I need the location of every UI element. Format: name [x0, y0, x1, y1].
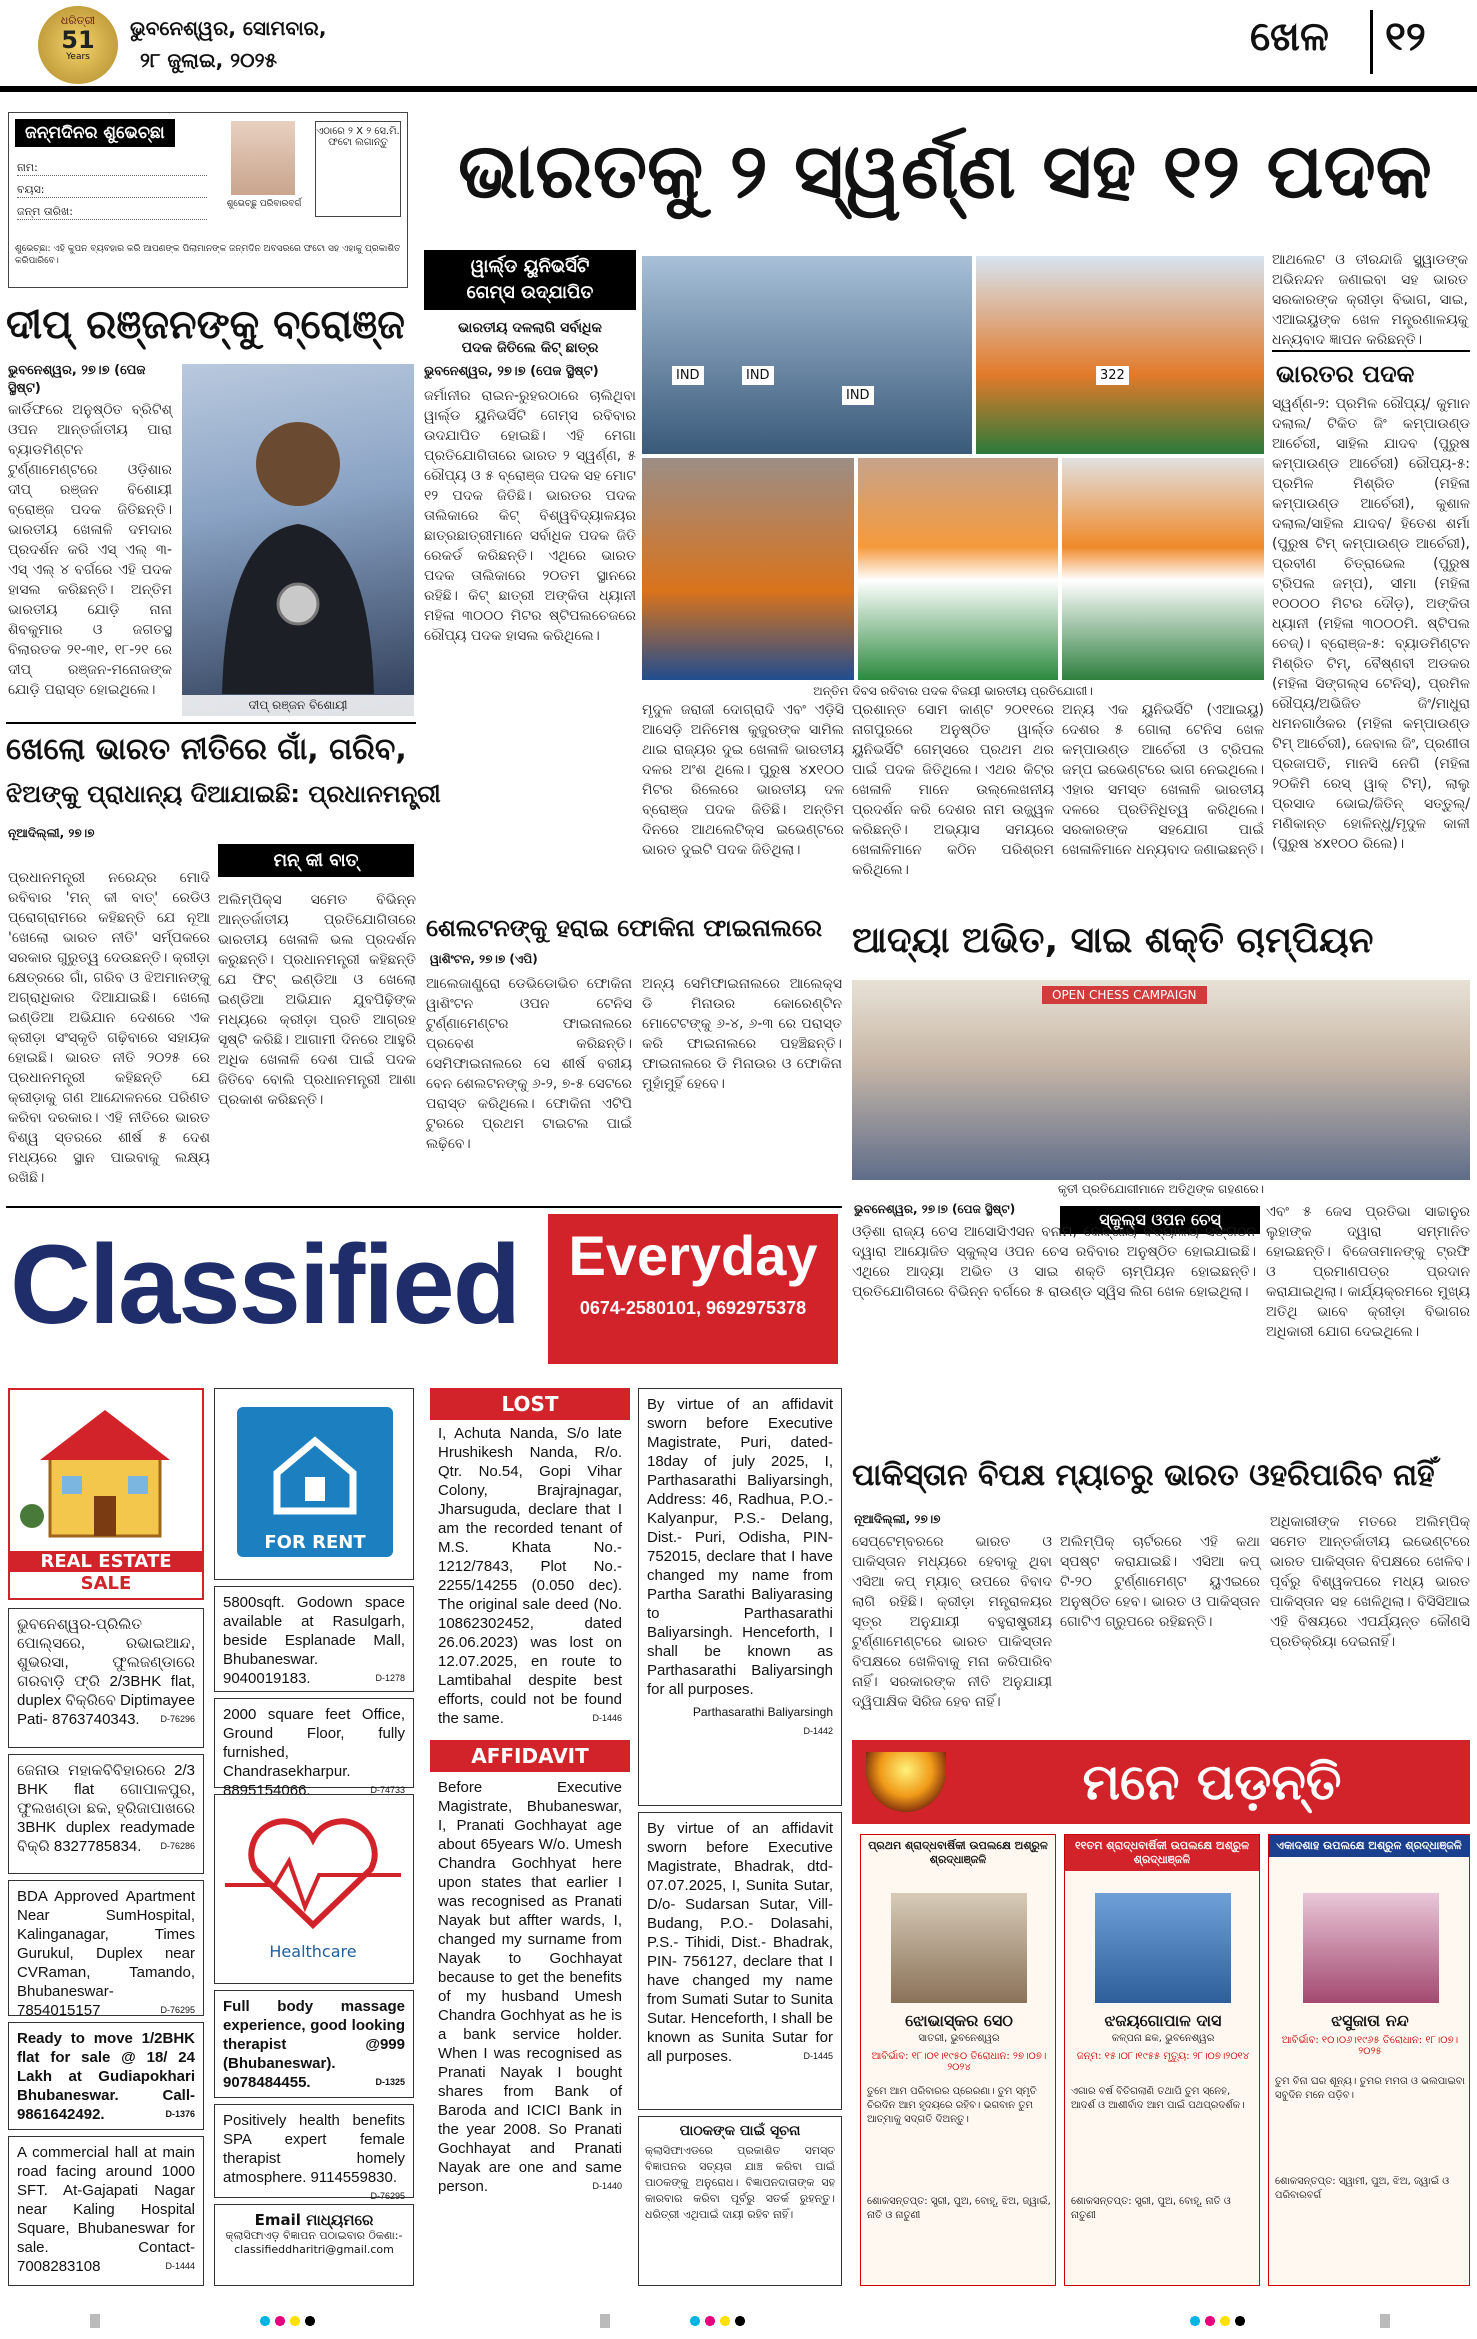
classified-ad-8-text: Full body massage experience, good looking therapist @999 (Bhubaneswar). 9078484455.	[223, 1998, 405, 2091]
memorial-2-body: ଏଗାର ବର୍ଷ ବିତିଗଲାଣି ତଥାପି ତୁମ ସ୍ନେହ, ଆଦର୍ଶ ଓ ଆଶୀର୍ବାଦ ଆମ ପାଇଁ ପଥପ୍ରଦର୍ଶକ।	[1071, 2086, 1245, 2111]
affidavit-notice-2	[638, 1388, 842, 1806]
classified-ad-6-text: 5800sqft. Godown space available at Rasulgarh, beside Esplanade Mall, Bhubaneswar. 9040019183.	[223, 1594, 405, 1687]
middle-column-1: ମୃଦୁଳ ଜରାଜୀ ଦୋଗ୍ରାଦି ଏବଂ ଏଡ଼ିସି ଆସେଡ଼ି ଅନିମେଷ କୁଜୁରଙ୍କ ସାମିଲ ଥାଇ ରାଜ୍ୟର ଦୁଇ ଖେଳାଳି ଭାରତୀୟ ଦଳର ଅଂଶ ଥିଲେ। ପୁରୁଷ ୪x୧୦୦ ମିଟର ରିଲେରେ ଭାରତୀୟ ଦଳ ବ୍ରୋଞ୍ଜ ପଦକ ଜିତିଛି। ଅନ୍ତିମ ଦିନରେ ଆଥଲେଟିକ୍ସ ଇଭେଣ୍ଟରେ ଭାରତ ଦୁଇଟି ପଦକ ଜିତିଥିଲା।	[642, 702, 844, 858]
world-univ-deck	[424, 318, 636, 358]
classified-ad-5-code: D-1444	[165, 2261, 195, 2271]
memorial-2-heading: ୧୧ତମ ଶ୍ରାଦ୍ଧବାର୍ଷିକୀ ଉପଲକ୍ଷେ ଅଶ୍ରୁଳ ଶ୍ରଦ୍ଧାଞ୍ଜଳି	[1065, 1835, 1259, 1871]
world-univ-deck-1: ଭାରତୀୟ ଦଳଲାଗି ସର୍ବାଧିକ	[458, 320, 602, 336]
birthday-photo-slot: ଏଠାରେ ୨ X ୨ ସେ.ମି. ଫଟୋ ଲଗାନ୍ତୁ	[315, 121, 401, 217]
classified-ad-2-text: ଜେନାଉ ମହାକବିବିହାରରେ 2/3 BHK flat ଗୋପାଳପୁର, ଫୁଲଖଣ୍ଡା ଛକ, ହ୍ରିଜାପାଖରେ 3BHK duplex readymade ବିକ୍ରି 8327785834.	[17, 1762, 195, 1855]
classified-everyday-box	[548, 1214, 838, 1364]
badge-top: ଧରିତ୍ରୀ	[60, 14, 96, 27]
middle-column-2: ପ୍ରଶାନ୍ତ ସୋମ କାଣ୍ଟ ୨୦୧୧ରେ ନାଗପୁରରେ ଅନୁଷ୍ଠିତ ୱାର୍ଲ୍ଡ ୟୁନିଭର୍ସିଟି ଗେମ୍ସରେ ପ୍ରଥମ ଥର ପାଇଁ ପଦକ ଜିତିଥିଲେ। ଏଥର କିଟ୍ର ଖେଳାଳି ମାନେ ଉଲ୍ଲେଖନୀୟ ପ୍ରଦର୍ଶନ କରି ଦେଶର ନାମ ଉଜ୍ଜ୍ୱଳ କରିଛନ୍ତି। ଅଭ୍ୟାସ ସମୟରେ ଖେଳାଳିମାନେ କଠିନ ପରିଶ୍ରମ କରିଥିଲେ।	[852, 702, 1054, 878]
chess-banner: OPEN CHESS CAMPAIGN	[1042, 986, 1207, 1004]
memorial-3-family: ଶୋକସନ୍ତପ୍ତ: ସ୍ୱାମୀ, ପୁଅ, ଝିଅ, ଜ୍ୱାଇଁ ଓ ପରିବାରବର୍ଗ	[1275, 2176, 1450, 2201]
chess-headline: ଆଦ୍ୟା ଅଭିତ, ସାଇ ଶକ୍ତି ଚାମ୍ପିୟନ	[852, 920, 1374, 961]
lost-notice-text: I, Achuta Nanda, S/o late Hrushikesh Nanda, R/o. Qtr. No.54, Gopi Vihar Colony, Brajrajnagar, Jharsuguda, declare that I am the recorded tenant of M.S. Khata No.- 1212/7843, Plot No.- 2255/14255 (0.050 dec). The original sale deed (No. 10862302452, dated 26.06.2023) was lost on 12.07.2025, en route to Lamtibahal despite best efforts, could not be found the same.	[438, 1425, 622, 1727]
classified-ad-8-code: D-1325	[375, 2077, 405, 2087]
masthead-rule	[0, 86, 1477, 92]
email-subtitle: କ୍ଲାସିଫାଏଡ଼ ବିଜ୍ଞାପନ ପଠାଇବାର ଠିକଣା:-	[225, 2229, 403, 2242]
main-headline: ଭାରତକୁ ୨ ସ୍ୱର୍ଣ୍ଣ ସହ ୧୨ ପଦକ	[458, 126, 1432, 215]
healthcare-label: Healthcare	[269, 1942, 357, 1961]
classified-ad-1-code: D-76296	[160, 1714, 195, 1724]
india-medals-title: ଭାରତର ପଦକ	[1276, 360, 1415, 388]
masthead	[0, 0, 1477, 88]
shelton-body: ଆଲେଜାଣ୍ଡ୍ରୋ ଡେଭିଡୋଭିଚ ଫୋକିନା ୱାଶିଂଟନ ଓପନ ଟେନିସ ଟୁର୍ଣ୍ଣାମେଣ୍ଟର ଫାଇନାଲରେ ପ୍ରବେଶ କରିଛନ୍ତି। ସେମିଫାଇନାଲରେ ସେ ଶୀର୍ଷ ବରୀୟ ବେନ ଶେଲଟନଙ୍କୁ ୬-୨, ୭-୫ ସେଟରେ ପରାସ୍ତ କରିଥିଲେ। ଫୋକିନା ଏଟିପି ଟୁରରେ ପ୍ରଥମ ଟାଇଟଲ ପାଇଁ ଲଢ଼ିବେ।	[426, 976, 632, 1152]
sale-label: SALE	[80, 1573, 132, 1594]
affidavit-notice-3-code: D-1445	[803, 2051, 833, 2061]
world-univ-dateline: ଭୁବନେଶ୍ୱର, ୨୭।୭ (ପେଜ ସ୍ଥିଷ୍ଟ)	[424, 364, 599, 379]
memorial-card-1	[860, 1834, 1056, 2286]
masthead-divider	[1370, 10, 1373, 74]
birthday-field-name: ନାମ:	[17, 161, 207, 176]
affidavit-notice-2-text: By virtue of an affidavit sworn before Executive Magistrate, Puri, dated- 18day of july 2025, I, Parthasarathi Baliyarsingh, Address: 46, Radhua, P.O.- Kalyanpur, P.S.- Delang, Dist.- Puri, Odisha, PIN- 752015, declare that I have changed my name from Partha Sarathi Baliyarasing to Parthasarathi Baliyarsingh. Henceforth, I shall be known as Parthasarathi Baliyarsingh for all purposes.	[647, 1396, 833, 1698]
india-medals-box	[1272, 350, 1470, 898]
memorial-2-place: କଳ୍ପନା ଛକ, ଭୁବନେଶ୍ୱର	[1111, 2033, 1215, 2044]
memorial-1-photo	[891, 1893, 1027, 2003]
real-estate-label: REAL ESTATE	[10, 1551, 202, 1572]
birthday-coupon	[8, 112, 408, 288]
classified-top-rule	[6, 1206, 842, 1208]
page-number: ୧୨	[1385, 14, 1426, 60]
middle-column-3: ଅନ୍ୟ ଏକ ୟୁନିଭର୍ସିଟି (ଏଆଇୟୁ) ଦେଶର ୫ ଗୋଲା ଟେନିସ ଖେଳ କମ୍ପାଉଣ୍ଡ ଆର୍ଚେରୀ ଓ ଟ୍ରିପଲ ଜମ୍ପ ଇଭେଣ୍ଟରେ ଭାଗ ନେଇଥିଲେ। ଏହାର ସମସ୍ତ ଖେଳାଳି ଭାରତୀୟ ଦଳରେ ପ୍ରତିନିଧିତ୍ୱ କରିଥିଲେ। ସରକାରଙ୍କ ସହଯୋଗ ପାଇଁ ଖେଳାଳିମାନେ ଧନ୍ୟବାଦ ଜଣାଇଛନ୍ତି।	[1062, 702, 1264, 858]
bib-3: IND	[842, 386, 874, 405]
memorial-1-body: ତୁମେ ଆମ ପରିବାରର ପ୍ରେରଣା। ତୁମ ସ୍ମୃତି ଚିରଦିନ ଆମ ହୃଦୟରେ ରହିବ। ଭଗବାନ ତୁମ ଆତ୍ମାକୁ ସଦ୍‌ଗତି ଦିଅନ୍ତୁ।	[867, 2086, 1037, 2125]
world-univ-kicker-1: ୱାର୍ଲ୍ଡ ୟୁନିଭର୍ସିଟି	[470, 256, 590, 277]
pakistan-body-3: ଅଧିକାରୀଙ୍କ ମତରେ ଅଲିମ୍ପିକ୍ ସମେତ ଆନ୍ତର୍ଜାତୀୟ ଇଭେଣ୍ଟରେ ଭାରତ ପାକିସ୍ତାନ ବିପକ୍ଷରେ ଖେଳିବ। ପୂର୍ବରୁ ବିଶ୍ୱକପରେ ମଧ୍ୟ ଭାରତ ପାକିସ୍ତାନ ସହ ଖେଳିଥିଲା। ବିସିସିଆଇ ଏହି ବିଷୟରେ ଏପର୍ଯ୍ୟନ୍ତ କୌଣସି ପ୍ରତିକ୍ରିୟା ଦେଇନାହିଁ।	[1270, 1514, 1470, 1650]
chess-dateline: ଭୁବନେଶ୍ୱର, ୨୭।୭ (ପେଜ ସ୍ଥିଷ୍ଟ)	[854, 1202, 1016, 1216]
anniversary-badge	[38, 6, 118, 84]
reg-mark-center	[600, 2314, 610, 2328]
bib-4: 322	[1096, 366, 1129, 385]
player-silhouette	[182, 364, 414, 694]
memorial-1-place: ସାତରୀ, ଭୁବନେଶ୍ୱର	[918, 2033, 1000, 2044]
affidavit-notice-1-text: Before Executive Magistrate, Bhubaneswar, I, Pranati Gochhayat age about 65years W/o. Umesh Chandra Gochhyat here upon states that earlier I was recognised as Pranati Nayak but affter wards, I, changed my surname from Nayak to Gochhayat because to get the benefits of my husband Umesh Chandra Gochhyat as he is a bank service holder. When I was recognised as Pranati Nayak I bought shares from Bank of Baroda and ICICI Bank in the year 2008. So Pranati Gochhayat and Pranati Nayak are one and same person.	[438, 1779, 622, 2195]
shelton-headline: ଶେଲଟନଙ୍କୁ ହରାଇ ଫୋକିନା ଫାଇନାଲରେ	[426, 914, 823, 942]
rule-deep-bottom	[6, 722, 416, 724]
deep-photo	[182, 364, 414, 716]
classified-ad-4-code: D-1376	[165, 2109, 195, 2119]
heart-pulse-icon	[215, 1805, 411, 1945]
classified-ad-8	[214, 1990, 414, 2098]
classified-ad-1	[8, 1608, 204, 1748]
memorial-3-photo	[1303, 1893, 1439, 2003]
athlete-photo-3	[1062, 458, 1264, 680]
memorial-2-family: ଶୋକସନ୍ତପ୍ତ: ସ୍ତ୍ରୀ, ପୁଅ, ବୋହୂ, ନାତି ଓ ନାତୁଣୀ	[1071, 2196, 1231, 2221]
classified-ad-9	[214, 2104, 414, 2201]
pm-body-2: ଅଲିମ୍ପିକ୍ସ ସମେତ ବିଭିନ୍ନ ଆନ୍ତର୍ଜାତୀୟ ପ୍ରତିଯୋଗିତାରେ ଭାରତୀୟ ଖେଳାଳି ଭଲ ପ୍ରଦର୍ଶନ କରୁଛନ୍ତି। ପ୍ରଧାନମନ୍ତ୍ରୀ କହିଛନ୍ତି ଯେ ଫିଟ୍ ଇଣ୍ଡିଆ ଓ ଖେଲୋ ଇଣ୍ଡିଆ ଅଭିଯାନ ଯୁବପିଢ଼ିଙ୍କ ମଧ୍ୟରେ କ୍ରୀଡ଼ା ପ୍ରତି ଆଗ୍ରହ ସୃଷ୍ଟି କରିଛି। ଆଗାମୀ ଦିନରେ ଆହୁରି ଅଧିକ ଖେଳାଳି ଦେଶ ପାଇଁ ପଦକ ଜିତିବେ ବୋଲି ପ୍ରଧାନମନ୍ତ୍ରୀ ଆଶା ପ୍ରକାଶ କରିଛନ୍ତି।	[218, 892, 416, 1108]
color-dots-1	[260, 2316, 320, 2326]
classified-ad-9-text: Positively health benefits SPA expert female therapist homely atmosphere. 9114559830.	[223, 2112, 405, 2186]
classified-ad-3	[8, 1880, 204, 2019]
birthday-sample-photo	[231, 121, 295, 195]
for-rent-label: FOR RENT	[264, 1532, 366, 1553]
classified-ad-6-code: D-1278	[375, 1673, 405, 1683]
classified-ad-4-text: Ready to move 1/2BHK flat for sale @ 18/ 24 Lakh at Gudiapokhari Bhubaneswar. Call-9861642492.	[17, 2030, 195, 2123]
pm-body: ପ୍ରଧାନମନ୍ତ୍ରୀ ନରେନ୍ଦ୍ର ମୋଦି ରବିବାର 'ମନ୍ କୀ ବାତ୍' ରେଡିଓ ପ୍ରୋଗ୍ରାମରେ କହିଛନ୍ତି ଯେ ନୂଆ 'ଖେଲୋ ଭାରତ ନୀତି' ସର୍ମ୍ପକରେ ସରକାର ଗୁରୁତ୍ୱ ଦେଉଛନ୍ତି। କ୍ରୀଡ଼ା କ୍ଷେତ୍ରରେ ଗାଁ, ଗରିବ ଓ ଝିଅମାନଙ୍କୁ ଅଗ୍ରାଧିକାର ଦିଆଯାଇଛି। ଖେଲୋ ଇଣ୍ଡିଆ ଅଭିଯାନ ଦେଶରେ ଏକ କ୍ରୀଡ଼ା ସଂସ୍କୃତି ଗଢ଼ିବାରେ ସହାୟକ ହୋଇଛି। ଭାରତ ନୀତି ୨୦୨୫ ରେ ପ୍ରଧାନମନ୍ତ୍ରୀ କହିଛନ୍ତି ଯେ କ୍ରୀଡ଼ାକୁ ଗଣ ଆନ୍ଦୋଳନରେ ପରିଣତ କରିବା ଦରକାର। ଏହି ନୀତିରେ ଭାରତ ବିଶ୍ୱ ସ୍ତରରେ ଶୀର୍ଷ ୫ ଦେଶ ମଧ୍ୟରେ ସ୍ଥାନ ପାଇବାକୁ ଲକ୍ଷ୍ୟ ରଖିଛି।	[8, 870, 210, 1186]
memorial-banner	[852, 1740, 1470, 1824]
memorial-1-heading: ପ୍ରଥମ ଶ୍ରାଦ୍ଧବାର୍ଷିକୀ ଉପଲକ୍ଷେ ଅଶ୍ରୁଳ ଶ୍ରଦ୍ଧାଞ୍ଜଳି	[868, 1839, 1048, 1866]
deep-photo-caption: ଦୀପ୍ ରଞ୍ଜନ ବିଶୋୟୀ	[182, 695, 414, 716]
pakistan-dateline: ନୂଆଦିଲ୍ଲୀ, ୨୭।୭	[854, 1512, 941, 1526]
badge-number: 51	[61, 26, 95, 54]
world-univ-body: ଜର୍ମାନୀର ରାଇନ-ରୁହରଠାରେ ଚାଲିଥିବା ୱାର୍ଲ୍ଡ ୟୁନିଭର୍ସିଟି ଗେମ୍ସ ରବିବାର ଉଦଯାପିତ ହୋଇଛି। ଏହି ମେଗା ପ୍ରତିଯୋଗିତାରେ ଭାରତ ୨ ସ୍ୱର୍ଣ୍ଣ, ୫ ରୌପ୍ୟ ଓ ୫ ବ୍ରୋଞ୍ଜ ପଦକ ସହ ମୋଟ ୧୨ ପଦକ ଜିତିଛି। ଭାରତର ପଦକ ତାଲିକାରେ କିଟ୍ ବିଶ୍ୱବିଦ୍ୟାଳୟର ଛାତ୍ରଛାତ୍ରୀମାନେ ସର୍ବାଧିକ ପଦକ ଜିତି ରେକର୍ଡ କରିଛନ୍ତି। ଏଥିରେ ଭାରତ ପଦକ ତାଲିକାରେ ୨୦ତମ ସ୍ଥାନରେ ରହିଛି। କିଟ୍ ଛାତ୍ରୀ ଅଙ୍କିତା ଧ୍ୟାନୀ ମହିଳା ୩୦୦୦ ମିଟର ଷ୍ଟିପଲଚେଜରେ ରୌପ୍ୟ ପଦକ ହାସଲ କରିଥିଲେ।	[424, 388, 636, 644]
chess-kicker: ସ୍କୁଲ୍ସ ଓପନ ଚେସ୍	[1060, 1206, 1260, 1234]
relay-team-photo	[642, 256, 972, 454]
birthday-note: ଶୁଭେଚ୍ଛା: ଏହି କୁପନ ବ୍ୟବହାର କରି ଆପଣଙ୍କ ପିଲାମାନଙ୍କ ଜନ୍ମଦିନ ଅବସରରେ ଫଟୋ ସହ ଏହାକୁ ପ୍ରକାଶିତ କରିପାରିବେ।	[15, 244, 401, 266]
memorial-2-dates: ଜନ୍ମ: ୧୫।୦୮।୧୯୫୫ ମୃତ୍ୟୁ: ୨୮।୦୭।୨୦୧୪	[1076, 2051, 1250, 2062]
affidavit-notice-3	[638, 1812, 842, 2110]
classified-ad-1-text: ଭୁବନେଶ୍ୱର-ପ୍ରିଲିତ ପୋଲ୍ସରେ, ରଭାଇଆନ୍ଦ, ଶୁଭରସା, ଫୁଲଜଣ୍ଡାରେ ଗରବାଡ଼ି ଫ୍ରି 2/3BHK flat, duplex ବିକ୍ରିବେ Diptimayee Pati- 8763740343.	[17, 1616, 195, 1728]
real-estate-ad-art	[8, 1388, 204, 1600]
bib-1: IND	[672, 366, 704, 385]
email-title: Email ମାଧ୍ୟମରେ	[254, 2211, 374, 2229]
email-address[interactable]: classifieddharitri@gmail.com	[234, 2243, 394, 2256]
birthday-field-age: ବୟସ:	[17, 183, 207, 198]
classified-ad-7-text: 2000 square feet Office, Ground Floor, fully furnished, Chandrasekharpur. 8895154066.	[223, 1706, 405, 1799]
deep-dateline: ଭୁବନେଶ୍ୱର, ୨୭।୭ (ପେଜ ସ୍ଥିଷ୍ଟ)	[8, 363, 146, 396]
affidavit-notice-2-code: D-1442	[803, 1726, 833, 1736]
classified-ad-7	[214, 1698, 414, 1799]
house-icon	[10, 1396, 202, 1546]
for-rent-sign	[237, 1407, 393, 1557]
india-medals-body: ସ୍ୱର୍ଣ୍ଣ-୨: ପ୍ରମିଳ ରୌପ୍ୟ/ କୁମାନ ଦଲାଲ/ ଟିକିତ ଜିଂ କମ୍ପାଉଣ୍ଡ ଆର୍ଚେରୀ, ସାହିଲ ଯାଦବ (ପୁରୁଷ କମ୍ପାଉଣ୍ଡ ଆର୍ଚେରୀ) ରୌପ୍ୟ-୫: ପ୍ରମିଳ ମିଶ୍ରିତ (ମହିଳା କମ୍ପାଉଣ୍ଡ ଆର୍ଚେରୀ), କୁଶାଳ ଦଲାଲ/ସାହିଲ ଯାଦବ/ ହିତେଶ ଶର୍ମା (ପୁରୁଷ ଟିମ୍ କମ୍ପାଉଣ୍ଡ ଆର୍ଚେରୀ), ପ୍ରବୀଣ ଚିତ୍ରାଭେଲ (ପୁରୁଷ ଟ୍ରିପଲ ଜମ୍ପ), ସୀମା (ମହିଳା ୧୦୦୦୦ ମିଟର ଦୌଡ଼), ଅଙ୍କିତା ଧ୍ୟାନୀ (ମହିଳା ୩୦୦୦ମି. ଷ୍ଟିପଲ ଚେଜ୍)। ବ୍ରୋଞ୍ଜ-୫: ବ୍ୟାଡମିଣ୍ଟନ ମିଶ୍ରିତ ଟିମ୍, ବୈଷ୍ଣବୀ ଅଡକର (ମହିଳା ସିଙ୍ଗଲ୍ସ ଟେନିସ୍), ପ୍ରମିଳ ରୌପ୍ୟ/ଅଭିଜିତ ଜିଂ/ମାଧୁରା ଧମନଗାଓଁକର (ମହିଳା କମ୍ପାଉଣ୍ଡ ଟିମ୍ ଆର୍ଚେରୀ), ଜେବାଲ ଜିଂ, ପ୍ରଣୀତା ପ୍ରଜାପତି, ମାନସି ନେଗି (ମହିଳା ୨୦କିମି ରେସ୍ ୱାକ୍ ଟିମ୍), ଲାଲୁ ପ୍ରସାଦ ଭୋଇ/ଜିତିନ୍ ସତ୍ତୁଲ୍/ ମଣିକାନ୍ତ ହୋଳିନ୍ଧୁ/ମୃଦୁଳ କାଳୀ (ପୁରୁଷ ୪x୧୦୦ ରିଲେ)।	[1272, 396, 1470, 852]
birthday-sender: ଶୁଭେଚ୍ଛୁ ପରିବାରବର୍ଗ	[226, 199, 302, 209]
memorial-3-dates: ଆବିର୍ଭାବ: ୧୦।୦୬।୧୯୬୫ ତିରୋଧାନ: ୧୮।୦୭।୨୦୨୫	[1281, 2035, 1459, 2057]
classified-ad-2-code: D-76286	[160, 1841, 195, 1851]
memorial-card-2	[1064, 1834, 1260, 2286]
reg-mark-right	[1380, 2314, 1390, 2328]
badge-sub: Years	[66, 52, 90, 62]
lamp-icon	[866, 1752, 946, 1812]
chess-body-2: ଏବଂ ୫ ଜେସ ପ୍ରତିଭା ସାଚ୍ଚାନୁର ଲୁହାଙ୍କ ଦ୍ୱାରା ସମ୍ମାନିତ ହୋଇଛନ୍ତି। ବିଜେତାମାନଙ୍କୁ ଟ୍ରଫି ଓ ପ୍ରମାଣପତ୍ର ପ୍ରଦାନ କରାଯାଇଥିଲା। କାର୍ଯ୍ୟକ୍ରମରେ ମୁଖ୍ୟ ଅତିଥି ଭାବେ କ୍ରୀଡ଼ା ବିଭାଗର ଅଧିକାରୀ ଯୋଗ ଦେଇଥିଲେ।	[1266, 1204, 1470, 1340]
world-univ-deck-2: ପଦକ ଜିତିଲେ କିଟ୍ ଛାତ୍ର	[461, 340, 599, 356]
world-univ-kicker-2: ଗେମ୍ସ ଉଦ୍ଯାପିତ	[466, 282, 594, 303]
reader-notice-text: କ୍ଲାସିଫାଏଡରେ ପ୍ରକାଶିତ ସମସ୍ତ ବିଜ୍ଞାପନର ସତ୍ୟତା ଯାଞ୍ଚ କରିବା ପାଇଁ ପାଠକଙ୍କୁ ଅନୁରୋଧ। ବିଜ୍ଞାପନଦାତାଙ୍କ ସହ କାରବାର କରିବା ପୂର୍ବରୁ ସତର୍କ ରୁହନ୍ତୁ। ଧରିତ୍ରୀ ଏଥିପାଇଁ ଦାୟୀ ରହିବ ନାହିଁ।	[645, 2144, 835, 2221]
pakistan-body-2: ଅଲିମ୍ପିକ୍ ଚାର୍ଟରରେ ଏହି କଥା ସ୍ପଷ୍ଟ କରାଯାଇଛି। ଏସିଆ କପ୍ ଟି-୨୦ ଟୁର୍ଣ୍ଣାମେଣ୍ଟ ୟୁଏଇରେ ଅନୁଷ୍ଠିତ ହେବ। ଭାରତ ଓ ପାକିସ୍ତାନ ଗୋଟିଏ ଗ୍ରୁପରେ ରହିଛନ୍ତି।	[1060, 1534, 1260, 1630]
classified-ad-6	[214, 1586, 414, 1692]
section-name: ଖେଳ	[1250, 14, 1329, 60]
reg-mark-left	[90, 2314, 100, 2328]
affidavit-header: AFFIDAVIT	[430, 1740, 630, 1772]
chess-body: ଓଡ଼ିଶା ରାଜ୍ୟ ଚେସ ଆସୋସିଏସନ ବନାମ, କେନ୍ଦ୍ରୀୟ ବିଦ୍ୟାଳୟ ସଙ୍ଗଠନ ଦ୍ୱାରା ଆୟୋଜିତ ସ୍କୁଲ୍ସ ଓପନ ଚେସ ରବିବାର ଅନୁଷ୍ଠିତ ହୋଇଯାଇଛି। ଏଥିରେ ଆଦ୍ୟା ଅଭିତ ଓ ସାଇ ଶକ୍ତି ଚାମ୍ପିୟନ ହୋଇଛନ୍ତି। ପ୍ରତିଯୋଗିତାରେ ବିଭିନ୍ନ ବର୍ଗରେ ୫ ରାଉଣ୍ଡ ସ୍ୱିସ ଲିଗ ଖେଳ ହୋଇଥିଲା।	[852, 1224, 1256, 1300]
deep-body: କାର୍ଡିଫରେ ଅନୁଷ୍ଠିତ ବ୍ରିଟିଶ୍ ଓପନ ଆନ୍ତର୍ଜାତୀୟ ପାରା ବ୍ୟାଡମିଣ୍ଟନ ଟୁର୍ଣ୍ଣାମେଣ୍ଟରେ ଓଡ଼ିଶାର ଦୀପ୍ ରଞ୍ଜନ ବିଶୋୟୀ ବ୍ରୋଞ୍ଜ ପଦକ ଜିତିଛନ୍ତି। ଭାରତୀୟ ଖେଳାଳି ଦମଦାର ପ୍ରଦର୍ଶନ କରି ଏସ୍ ଏଲ୍ ୩-ଏସ୍ ଏଲ୍ ୪ ବର୍ଗରେ ଏହି ପଦକ ହାସଲ କରିଛନ୍ତି। ଅନ୍ତିମ ଭାରତୀୟ ଯୋଡ଼ି ନାନା ଶିବକୁମାର ଓ ଜଗତସ୍ଥ ବିଲାରତକ ୨୧-୩୧, ୧୮-୨୧ ରେ ଦୀପ୍ ରଞ୍ଜନ-ମନୋଜଙ୍କ ଯୋଡ଼ି ପରାସ୍ତ ହୋଇଥିଲେ।	[8, 402, 172, 698]
classified-ad-3-text: BDA Approved Apartment Near SumHospital, Kalinganagar, Times Gurukul, Duplex near CVRaman, Tamando, Bhubaneswar-7854015157	[17, 1888, 195, 2019]
chess-group-photo	[852, 980, 1470, 1180]
bib-2: IND	[742, 366, 774, 385]
medal-photo-collage	[642, 256, 1264, 710]
affidavit-notice-2-sign: Parthasarathi Baliyarsingh	[692, 1705, 833, 1719]
print-registration-marks	[0, 2306, 1477, 2336]
shelton-body-2: ଅନ୍ୟ ସେମିଫାଇନାଲରେ ଆଲେକ୍ସ ଡି ମିନାଉର କୋରେଣ୍ଟିନ ମୋଟେଟଙ୍କୁ ୬-୪, ୬-୩ ରେ ପରାସ୍ତ କରି ଫାଇନାଲରେ ପହଞ୍ଚିଛନ୍ତି। ଫାଇନାଲରେ ଡି ମିନାଉର ଓ ଫୋକିନା ମୁହାଁମୁହିଁ ହେବେ।	[642, 976, 842, 1092]
memorial-3-heading: ଏକାଦଶାହ ଉପଲକ୍ଷେ ଅଶ୍ରୁଳ ଶ୍ରଦ୍ଧାଞ୍ଜଳି	[1269, 1835, 1469, 1857]
deep-headline: ଦୀପ୍ ରଞ୍ଜନଙ୍କୁ ବ୍ରୋଞ୍ଜ	[6, 302, 405, 348]
pm-headline-2: ଝିଅଙ୍କୁ ପ୍ରାଧାନ୍ୟ ଦିଆଯାଇଛି: ପ୍ରଧାନମନ୍ତ୍ରୀ	[6, 780, 441, 808]
lost-notice	[430, 1418, 630, 1732]
lost-notice-code: D-1446	[592, 1713, 622, 1723]
classified-ad-7-code: D-74733	[370, 1785, 405, 1795]
memorial-1-dates: ଆବିର୍ଭାବ: ୧୮।୦୧।୧୯୫୦ ତିରୋଧାନ: ୨୭।୦୭।୨୦୨୪	[871, 2051, 1047, 2073]
medals-intro: ଆଥଲେଟ ଓ ତୀରନ୍ଦାଜି ସ୍କ୍ୱାଡଙ୍କ ଅଭିନନ୍ଦନ ଜଣାଇବା ସହ ଭାରତ ସରକାରଙ୍କ କ୍ରୀଡ଼ା ବିଭାଗ, ସାଇ, ଏଆଇୟୁଙ୍କ ଖେଳ ମନ୍ତ୍ରଣାଳୟକୁ ଧନ୍ୟବାଦ ଜ୍ଞାପନ କରିଛନ୍ତି।	[1272, 252, 1468, 348]
dateline-line-1: ଭୁବନେଶ୍ୱର, ସୋମବାର,	[130, 16, 327, 40]
classified-phones: 0674-2580101, 9692975378	[579, 1298, 807, 1318]
collage-caption: ଅନ୍ତିମ ଦିବସ ରବିବାର ପଦକ ବିଜୟୀ ଭାରତୀୟ ପ୍ରତିଯୋଗୀ।	[813, 684, 1093, 698]
memorial-banner-title: ମନେ ପଡ଼ନ୍ତି	[1082, 1753, 1342, 1811]
memorial-2-name: ଝଜୟଗୋପାଳ ଦାସ	[1104, 2011, 1222, 2030]
affidavit-notice-1-code: D-1440	[592, 2181, 622, 2191]
pm-kicker: ମନ୍ କୀ ବାତ୍	[218, 844, 414, 877]
classified-ad-2	[8, 1754, 204, 1874]
reader-notice	[638, 2116, 842, 2286]
email-info-box	[214, 2204, 414, 2286]
memorial-1-name: ଝୋଭାସ୍କର ସେଠ	[905, 2011, 1013, 2030]
pm-headline-1: ଖେଲୋ ଭାରତ ନୀତିରେ ଗାଁ, ଗରିବ,	[6, 732, 407, 767]
birthday-field-dob: ଜନ୍ମ ତାରିଖ:	[17, 205, 207, 220]
lost-header: LOST	[430, 1388, 630, 1420]
memorial-2-photo	[1095, 1893, 1231, 2003]
for-rent-ad-art	[214, 1388, 414, 1580]
memorial-3-body: ତୁମ ବିନା ଘର ଶୂନ୍ୟ। ତୁମର ମମତା ଓ ଭଲପାଇବା ସବୁଦିନ ମନେ ପଡ଼ିବ।	[1275, 2076, 1465, 2101]
memorial-card-3	[1268, 1834, 1470, 2286]
dateline-line-2: ୨୮ ଜୁଲାଇ, ୨୦୨୫	[140, 48, 278, 72]
memorial-1-family: ଶୋକସନ୍ତପ୍ତ: ସ୍ତ୍ରୀ, ପୁଅ, ବୋହୂ, ଝିଅ, ଜ୍ୱାଇଁ, ନାତି ଓ ନାତୁଣୀ	[867, 2196, 1051, 2221]
reader-notice-title: ପାଠକଙ୍କ ପାଇଁ ସୂଚନା	[679, 2123, 801, 2139]
birthday-title: ଜନ୍ମଦିନର ଶୁଭେଚ୍ଛା	[15, 119, 175, 147]
classified-ad-3-code: D-76295	[160, 2005, 195, 2015]
athlete-photo-1	[642, 458, 854, 680]
classified-ad-9-code: D-76295	[370, 2191, 405, 2201]
classified-ad-5-text: A commercial hall at main road facing around 1000 SFT. At-Gajapati Nagar near Kaling Hospital Square, Bhubaneswar for sale. Contact- 7008283108	[17, 2144, 195, 2275]
house-outline-icon	[237, 1413, 393, 1523]
walk-team-photo	[976, 256, 1264, 454]
classified-title: Classified	[10, 1222, 520, 1347]
pakistan-body: ସେପ୍ଟେମ୍ବରରେ ଭାରତ ଓ ପାକିସ୍ତାନ ମଧ୍ୟରେ ହେବାକୁ ଥିବା ଏସିଆ କପ୍ ମ୍ୟାଚ୍ ଉପରେ ବିବାଦ ଲାଗି ରହିଛି। କ୍ରୀଡ଼ା ମନ୍ତ୍ରାଳୟର ସୂତ୍ର ଅନୁଯାୟୀ ବହୁରାଷ୍ଟ୍ରୀୟ ଟୁର୍ଣ୍ଣାମେଣ୍ଟରେ ଭାରତ ପାକିସ୍ତାନ ବିପକ୍ଷରେ ଖେଳିବାକୁ ମନା କରିପାରିବ ନାହିଁ। ସରକାରଙ୍କ ନୀତି ଅନୁଯାୟୀ ଦ୍ୱିପାକ୍ଷିକ ସିରିଜ ହେବ ନାହିଁ।	[852, 1534, 1052, 1710]
classified-ad-4	[8, 2022, 204, 2130]
pm-dateline: ନୂଆଦିଲ୍ଲୀ, ୨୭।୭	[8, 826, 95, 840]
chess-photo-caption: କୃତୀ ପ୍ରତିଯୋଗୀମାନେ ଅତିଥିଙ୍କ ଗହଣରେ।	[1058, 1182, 1264, 1196]
color-dots-2	[690, 2316, 750, 2326]
athlete-photo-2	[858, 458, 1058, 680]
memorial-3-name: ଝସୁଜାତା ନନ୍ଦ	[1331, 2011, 1409, 2030]
healthcare-ad-art	[214, 1794, 414, 1984]
affidavit-notice-1	[430, 1772, 630, 2286]
shelton-dateline: ୱାଶିଂଟନ, ୨୭।୭ (ଏପି)	[430, 952, 538, 966]
classified-everyday: Everyday	[568, 1224, 818, 1287]
world-univ-kicker	[424, 250, 636, 310]
affidavit-notice-3-text: By virtue of an affidavit sworn before Executive Magistrate, Bhadrak, dtd- 07.07.2025, I, Sunita Sutar, D/o- Sudarsan Sutar, Vill- Budang, P.O.- Dolasahi, P.S.- Tihidi, Dist.- Bhadrak, PIN- 756127, declare that I have changed my name from Sumati Sutar to Sunita Sutar. Henceforth, I shall be known as Sunita Sutar for all purposes.	[647, 1820, 833, 2065]
pakistan-headline: ପାକିସ୍ତାନ ବିପକ୍ଷ ମ୍ୟାଚରୁ ଭାରତ ଓହରିପାରିବ ନାହିଁ	[852, 1458, 1435, 1493]
color-dots-3	[1190, 2316, 1250, 2326]
classified-ad-5	[8, 2136, 204, 2286]
